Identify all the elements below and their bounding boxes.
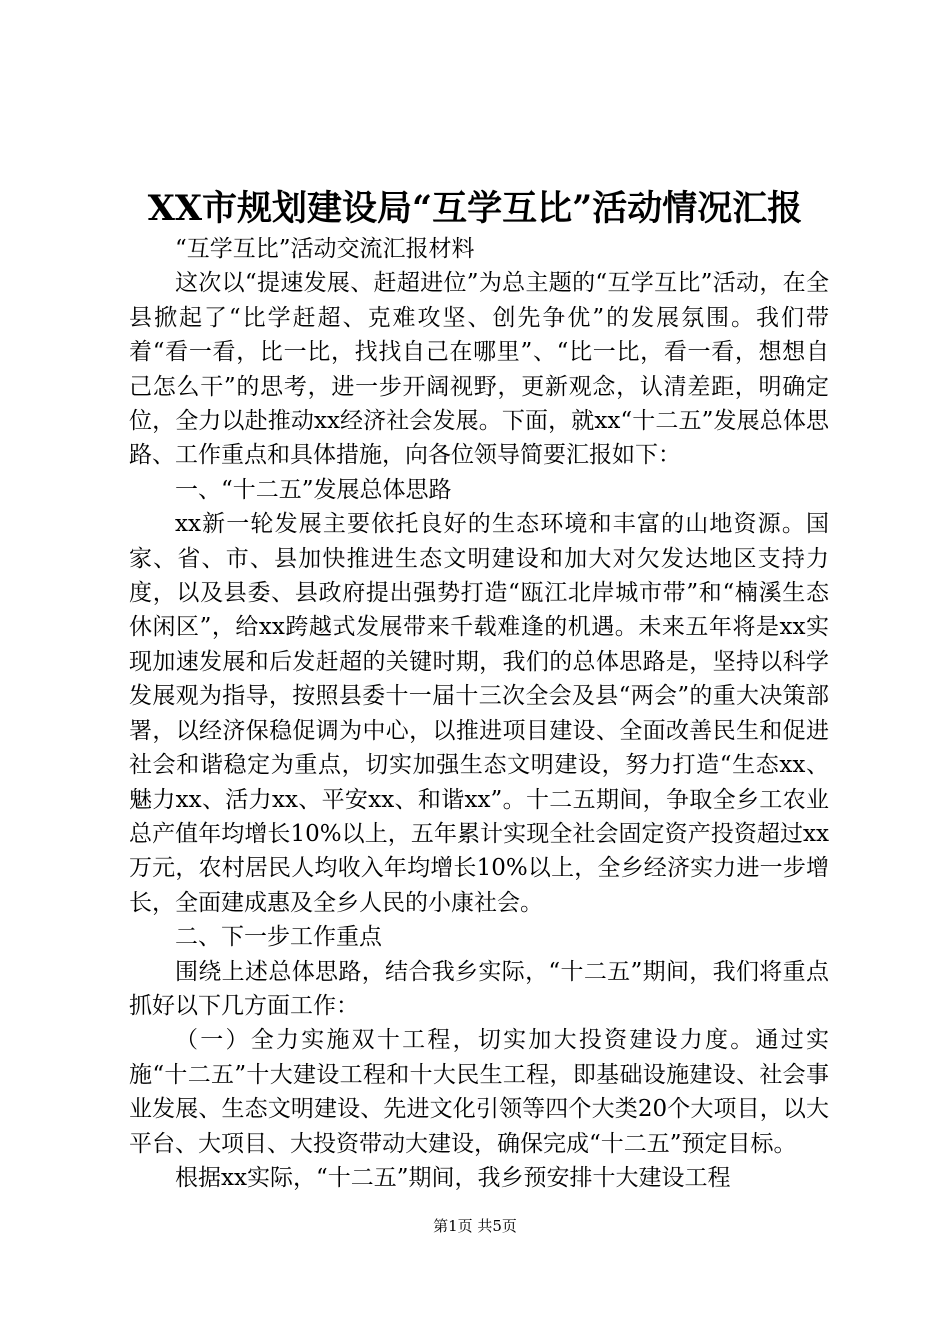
paragraph-section-1: xx新一轮发展主要依托良好的生态环境和丰富的山地资源。国家、省、市、县加快推进生态文明建设和加大对欠发达地区支持力度，以及县委、县政府提出强势打造“瓯江北岸城市带”和“楠溪生态休闲区”，给xx跨越式发展带来千载难逢的机遇。未来五年将是xx实现加速发展和后发赶超的关键时期，我们的总体思路是，坚持以科学发展观为指导，按照县委十一届十三次全会及县“两会”的重大决策部署，以经济保稳促调为中心，以推进项目建设、全面改善民生和促进社会和谐稳定为重点，切实加强生态文明建设，努力打造“生态xx、魅力xx、活力xx、平安xx、和谐xx”。十二五期间，争取全乡工农业总产值年均增长10%以上，五年累计实现全社会固定资产投资超过xx万元，农村居民人均收入年均增长10%以上，全乡经济实力进一步增长，全面建成惠及全乡人民的小康社会。 [129, 511, 829, 916]
document-title: XX市规划建设局“互学互比”活动情况汇报 [147, 188, 803, 229]
section-heading-1: 一、“十二五”发展总体思路 [175, 476, 452, 503]
paragraph-subsection-1: （一）全力实施双十工程，切实加大投资建设力度。通过实施“十二五”十大建设工程和十大民生工程，即基础设施建设、社会事业发展、生态文明建设、先进文化引领等四个大类20个大项目，以大平台、大项目、大投资带动大建设，确保完成“十二五”预定目标。 [129, 1027, 829, 1157]
document-body [129, 232, 829, 1195]
page-footer: 第1页 共5页 [433, 1217, 517, 1235]
section-heading-2: 二、下一步工作重点 [175, 924, 382, 951]
paragraph-section-2-intro: 围绕上述总体思路，结合我乡实际，“十二五”期间，我们将重点抓好以下几方面工作： [129, 958, 829, 1019]
paragraph-subtitle: “互学互比”活动交流汇报材料 [175, 236, 475, 262]
paragraph-continued: 根据xx实际，“十二五”期间，我乡预安排十大建设工程 [175, 1164, 731, 1191]
paragraph-intro: 这次以“提速发展、赶超进位”为总主题的“互学互比”活动，在全县掀起了“比学赶超、克难攻坚、创先争优”的发展氛围。我们带着“看一看，比一比，找找自己在哪里”、“比一比，看一看，想想自己怎么干”的思考，进一步开阔视野，更新观念，认清差距，明确定位，全力以赴推动xx经济社会发展。下面，就xx“十二五”发展总体思路、工作重点和具体措施，向各位领导简要汇报如下： [129, 270, 829, 469]
